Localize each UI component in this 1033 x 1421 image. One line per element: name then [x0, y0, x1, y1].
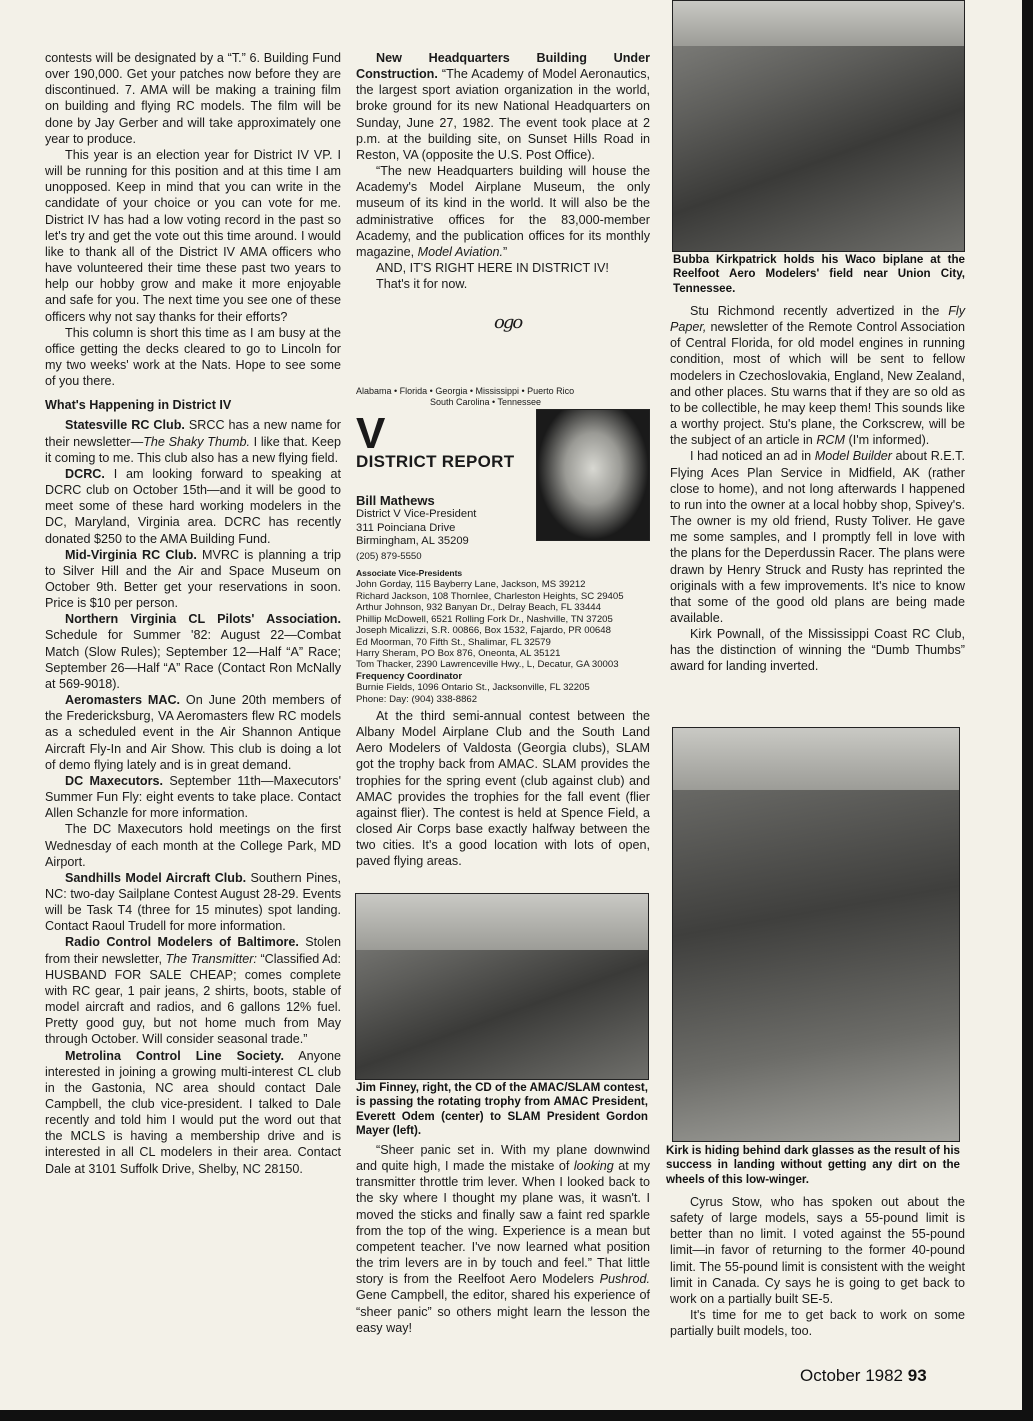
associate-vp: John Gorday, 115 Bayberry Lane, Jackson, MS 39212 [356, 579, 586, 591]
associate-vp: Phillip McDowell, 6521 Rolling Fork Dr., Nashville, TN 37205 [356, 613, 613, 625]
text-run: September 11th—Maxecutors' Summer Fun Fly: eight events to take place. Contact Allen Schanzle for more information. [45, 773, 341, 821]
contest-paragraph [356, 708, 650, 870]
paragraph [45, 417, 341, 465]
associates-list [356, 579, 650, 670]
paragraph [45, 692, 341, 773]
paragraph [45, 934, 341, 1047]
run-in-heading: Metrolina Control Line Society. [65, 1048, 284, 1063]
text-run: Cyrus Stow, who has spoken out about the safety of large models, says a 55-pound limit is better than no limit. I voted against the 55-pound limit—in favor of returning to the former 40-pound limit. The 55-pound limit is consistent with the weight limit in Canada. Cy says he is going to get back to work on a partially built SE-5. [670, 1195, 965, 1306]
column-1 [45, 50, 341, 1177]
text-run: Kirk Pownall, of the Mississippi Coast RC Club, has the distinction of winning the “Dumb Thumbs” award for landing inverted. [670, 627, 965, 674]
vp-role: District V Vice-President [356, 508, 477, 521]
text-run: AND, IT'S RIGHT HERE IN DISTRICT IV! [376, 261, 609, 276]
paragraph [45, 147, 341, 325]
club-news-paragraphs [45, 417, 341, 1176]
text-run: “Classified Ad: HUSBAND FOR SALE CHEAP; comes complete with RC gear, 1 pair jeans, 2 shirts, boots, stable of model aircraft and radios, and 6 gallons 12% fuel. Pretty good guy, but not home much from May through October. Will consider seasonal trade.” [45, 951, 341, 1047]
page-footer [800, 1366, 927, 1386]
vp-name: Bill Mathews [356, 493, 435, 509]
vp-address-2: Birmingham, AL 35209 [356, 535, 469, 548]
low-winger-caption: Kirk is hiding behind dark glasses as the result of his success in landing without getting any dirt on the wheels of this low-winger. [666, 1144, 960, 1186]
district-states-2: South Carolina • Tennessee [430, 397, 542, 407]
text-run: On June 20th members of the Fredericksburg, VA Aeromasters flew RC models as a scheduled event in the Air Shannon Antique Aircraft Fly-In and Air Show. This club is doing a lot of demo flying lately and is in great demand. [45, 693, 341, 772]
paragraph [670, 626, 965, 674]
vp-portrait-photo [536, 409, 650, 541]
text-run: It's time for me to get back to work on some partially built models, too. [670, 1308, 965, 1339]
run-in-heading: Statesville RC Club. [65, 418, 185, 433]
text-run: The DC Maxecutors hold meetings on the first Wednesday of each month at the College Park, MD Airport. [45, 822, 341, 869]
paragraph [45, 50, 341, 147]
text-run: ” [503, 244, 508, 259]
run-in-heading: Sandhills Model Aircraft Club. [65, 870, 247, 885]
trophy-caption: Jim Finney, right, the CD of the AMAC/SLAM contest, is passing the rotating trophy from AMAC President, Everett Odem (center) to SLAM President Gordon Mayer (left). [356, 1081, 648, 1137]
intro-paragraphs [45, 50, 341, 389]
italic-text: The Transmitter: [165, 951, 257, 966]
paragraph [356, 708, 650, 870]
run-in-heading: Mid-Virginia RC Club. [65, 547, 197, 562]
frequency-coordinator: Burnie Fields, 1096 Ontario St., Jacksonville, FL 32205 [356, 682, 590, 694]
sheer-panic-paragraph [356, 1142, 650, 1336]
run-in-heading: Radio Control Modelers of Baltimore. [65, 935, 299, 950]
text-run: SRCC has a new name for their newsletter— [45, 418, 341, 449]
text-run: I like that. Keep it coming to me. This club also has a new flying field. [45, 434, 341, 465]
paragraph [356, 276, 650, 292]
italic-text: Model Builder [814, 449, 892, 464]
closing-paragraphs [670, 1194, 965, 1339]
text-run: I am looking forward to speaking at DCRC club on October 15th—and it will be good to meet some of these hard working modelers in the DC, Maryland, Virginia area. DCRC has recently donated $250 to the AMA Building Fund. [45, 466, 341, 546]
column-2-middle [356, 708, 650, 870]
text-run: contests will be designated by a “T.” 6. Building Fund over 190,000. Get your patches now before they are discontinued. 7. AMA will be making a training film on building and flying RC models. The film will be done by Jay Gerber and will take approximately one year to produce. [45, 51, 341, 146]
page-number: 93 [907, 1366, 927, 1385]
italic-text: looking [573, 1159, 614, 1174]
text-run: Stu Richmond recently advertized in the [690, 304, 949, 318]
vp-address-1: 311 Poinciana Drive [356, 521, 456, 534]
text-run: At the third semi-annual contest between the Albany Model Airplane Club and the South Land Aero Modelers of Valdosta (Georgia clubs), SLAM got the trophy back from AMAC. SLAM provides the trophies for the spring event (club against club) and AMAC provides the trophies for the fall event (flier against flier). The contest is held at Spence Field, a closed Air Corps base exactly halfway between the two cities. It's a good location with lots of open, paved flying areas. [356, 709, 650, 869]
paragraph [356, 50, 650, 163]
text-run: “The Academy of Model Aeronautics, the largest sport aviation organization in the world, broke ground for its new National Headquarters on Sunday, June 27, 1982. The event took place at 2 p.m. at the building site, on Sunset Hills Road in Reston, VA (opposite the U.S. Post Office). [356, 67, 650, 162]
associate-vp: Ed Moorman, 70 Fifth St., Shalimar, FL 32579 [356, 636, 551, 648]
paragraph [670, 303, 965, 448]
frequency-phone: Phone: Day: (904) 338-8862 [356, 693, 478, 705]
paragraph [45, 466, 341, 547]
text-run: Anyone interested in joining a growing multi-interest CL club in the Gastonia, NC area should contact Dale Campbell, the club vice-president. I talked to Dale recently and told him I would put the word out that the MCLS is having a membership drive and is interested in all CL modelers in their area. Contact Dale at 3101 Suffolk Drive, Shelby, NC 28150. [45, 1048, 341, 1176]
column-2-top [356, 50, 650, 333]
district-states: Alabama • Florida • Georgia • Mississippi • Puerto Rico [356, 386, 575, 396]
text-run: This year is an election year for District IV VP. I will be running for this position and at this time I am unopposed. Keep in mind that you can write in the candidate of your choice or you can vote for me. District IV has had a low voting record in the past so let's try and get the vote out this time around. I would like to thank all of the District IV AMA officers who have volunteered their time these past two years to help our hobby grow and make it more enjoyable and safe for you. The next time you see one of these officers why not say thanks for their efforts? [45, 147, 341, 324]
text-run: Gene Campbell, the editor, shared his experience of “sheer panic” so others might learn the lesson the easy way! [356, 1288, 650, 1335]
associates-heading: Associate Vice-Presidents [356, 568, 463, 579]
paragraph [356, 1142, 650, 1336]
text-run: That's it for now. [376, 277, 468, 292]
section-heading: What's Happening in District IV [45, 398, 232, 413]
text-run: about R.E.T. Flying Aces Plan Service in Midfield, AK (rather close to home), and not long afterwards I happened to run into the owner at a local hobby shop, Spivey's. The owner is my old friend, Rusty Toliver. He gave me some samples, and I promptly fell in love with the plans for the Deperdussin Racer. The plans were drawn by Henry Struck and Rusty has reprinted the originals with a few improvements. It's nice to know that some of the good old plans are being made available. [670, 449, 965, 625]
vp-phone: (205) 879-5550 [356, 550, 422, 562]
italic-text: The Shaky Thumb. [143, 434, 250, 449]
column-3-top [670, 303, 965, 675]
paragraph [45, 1048, 341, 1177]
paragraph [45, 611, 341, 692]
signature: ogo [494, 312, 522, 333]
associate-vp: Richard Jackson, 108 Thornlee, Charleston Heights, SC 29405 [356, 590, 624, 602]
run-in-heading: Aeromasters MAC. [65, 693, 181, 708]
biplane-photo [672, 0, 965, 252]
paragraph [45, 325, 341, 390]
paragraph [356, 260, 650, 276]
associate-vp: Tom Thacker, 2390 Lawrenceville Hwy., L, Decatur, GA 30003 [356, 659, 619, 671]
frequency-heading: Frequency Coordinator [356, 670, 463, 682]
low-winger-photo [672, 727, 960, 1142]
italic-text: Pushrod. [599, 1272, 650, 1287]
run-in-heading: DCRC. [65, 466, 105, 481]
text-run: at my transmitter throttle trim lever. When I looked back to the sky where I thought my plane was, it wasn't. I moved the sticks and finally saw a faint red sparkle from the top of the wing. Experience is a mean but competent teacher. I've now learned what position the trim levers are in by touch and feel.” That little story is from the Reelfoot Aero Modelers [356, 1159, 650, 1287]
text-run: This column is short this time as I am busy at the office getting the decks cleared to go to Lincoln for my two weeks' work at the Nats. Hope to see some of you there. [45, 325, 341, 389]
text-run: I had noticed an ad in [690, 449, 815, 464]
associate-vp: Joseph Micalizzi, S.R. 00866, Box 1532, Fajardo, PR 00648 [356, 625, 611, 637]
associate-vp: Arthur Johnson, 932 Banyan Dr., Delray Beach, FL 33444 [356, 602, 601, 614]
text-run: Southern Pines, NC: two-day Sailplane Contest August 28-29. Events will be Task T4 (three for 15 minutes) spot landing. Contact Raoul Trudell for more information. [45, 870, 341, 934]
text-run: Stolen from their newsletter, [45, 935, 341, 966]
text-run: (I'm informed). [845, 433, 930, 448]
run-in-heading: DC Maxecutors. [65, 773, 164, 788]
paragraph [670, 448, 965, 626]
biplane-caption: Bubba Kirkpatrick holds his Waco biplane at the Reelfoot Aero Modelers' field near Union City, Tennessee. [673, 253, 965, 295]
italic-text: RCM [816, 433, 845, 448]
issue-date: October 1982 [800, 1366, 904, 1385]
associate-vp: Harry Sheram, PO Box 876, Oneonta, AL 35121 [356, 647, 561, 659]
text-run: “Sheer panic set in. With my plane downwind and quite high, I made the mistake of [356, 1143, 650, 1174]
run-in-heading: Northern Virginia CL Pilots' Association. [65, 612, 341, 627]
run-in-heading: New Headquarters Building Under Construction. [356, 51, 650, 82]
italic-text: Model Aviation. [417, 244, 504, 259]
trophy-photo [355, 893, 649, 1080]
headquarters-paragraphs [356, 50, 650, 292]
paragraph [45, 773, 341, 821]
column-3-bottom [670, 1194, 965, 1339]
paragraph [45, 870, 341, 935]
district-numeral: V [356, 409, 386, 458]
paragraph [45, 821, 341, 869]
column-3-paragraphs [670, 303, 965, 675]
paragraph [670, 1307, 965, 1339]
column-2-bottom [356, 1142, 650, 1336]
text-run: “The new Headquarters building will house the Academy's Model Airplane Museum, the only museum of its kind in the world. It will also be the administrative offices for the 83,000-member Academy, and the publication offices for its monthly magazine, [356, 164, 650, 259]
paragraph [356, 163, 650, 260]
district-report-box [356, 386, 650, 705]
paragraph [670, 1194, 965, 1307]
paragraph [45, 547, 341, 612]
text-run: Schedule for Summer '82: August 22—Combat Match (Slow Rules); September 12—Half “A” Race; September 26—Half “A” Race (Contact Ron McNally at 569-9018). [45, 628, 341, 691]
text-run: newsletter of the Remote Control Association of Central Florida, for old model engines in running condition, most of which will be sent to fellow modelers in Czechoslovakia, England, New Zealand, and other places. Stu warns that if they are so old as to be collectible, he may keep them! This sounds like a worthy project. Stu's plane, the Corkscrew, will be the subject of an article in [670, 320, 965, 448]
text-run: MVRC is planning a trip to Silver Hill and the Air and Space Museum on October 9th. Better get your reservations in soon. Price is $10 per person. [45, 547, 341, 611]
italic-text: Fly Paper, [670, 304, 965, 335]
district-report-title: DISTRICT REPORT [356, 452, 515, 471]
